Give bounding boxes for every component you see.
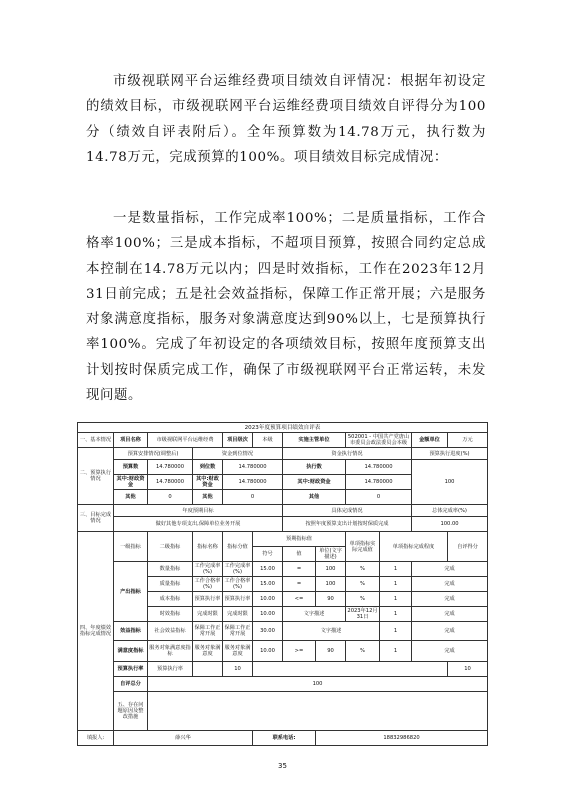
project-name-label: 项目名称 bbox=[114, 433, 148, 448]
page-number: 35 bbox=[278, 762, 287, 770]
goal-expected-value: 做好其他专项支出,保障单位业务开展 bbox=[114, 517, 283, 532]
perf-cell: 90 bbox=[316, 641, 346, 662]
perf-cell: 15.00 bbox=[253, 577, 283, 592]
budget-cell: 其他 bbox=[114, 490, 148, 505]
perf-cell: 保障工作正常开展 bbox=[223, 622, 253, 641]
dept-label: 实施主管单位 bbox=[283, 433, 346, 448]
budget-cell: 到位数 bbox=[193, 460, 223, 475]
perf-subheader: 单位(文字描述) bbox=[316, 547, 346, 562]
perf-cell: 完成时限 bbox=[223, 607, 253, 622]
perf-cell: 完成 bbox=[412, 607, 488, 622]
perf-cell: 保障工作正常开展 bbox=[193, 622, 223, 641]
perf-header: 二级指标 bbox=[148, 532, 193, 562]
perf-cell: 完成 bbox=[412, 562, 488, 577]
phone-label: 联系电话: bbox=[253, 731, 316, 746]
perf-cell: 1 bbox=[380, 577, 412, 592]
table-title: 2023年度预算项目绩效自评表 bbox=[78, 423, 488, 433]
indicator-paragraph: 一是数量指标，工作完成率100%；二是质量指标，工作合格率100%；三是成本指标，不超项目预算，按照合同约定总成本控制在14.78万元以内；四是时效指标，工作在2023年12月31日前完成；五是社会效益指标，保障工作正常开展；六是服务对象满意度指标，服务对象满意度达到90%以上，七是预算执行率100%。完成了年初设定的各项绩效目标，按照年度预算支出计划按时保质完成工作，确保了市级视联网平台正常运转，未发现问题。 bbox=[86, 211, 486, 404]
perf-cell: 服务对象满意度 bbox=[223, 641, 253, 662]
budget-cell: 14.780000 bbox=[148, 460, 193, 475]
section-basic-label: 一、基本情况 bbox=[78, 433, 114, 448]
perf-cell: 满意度指标 bbox=[114, 641, 148, 662]
perf-cell: 15.00 bbox=[253, 562, 283, 577]
budget-cell: 14.780000 bbox=[223, 460, 283, 475]
perf-cell: 成本指标 bbox=[148, 592, 193, 607]
dept-value: 502001 - 中国共产党唐山市委员会政法委员会本级 bbox=[346, 433, 412, 448]
perf-cell: 时效指标 bbox=[148, 607, 193, 622]
perf-cell: = bbox=[283, 577, 316, 592]
perf-cell: % bbox=[346, 577, 380, 592]
perf-header: 指标分值 bbox=[223, 532, 253, 562]
perf-cell: 10.00 bbox=[253, 592, 283, 607]
budget-cell: 执行数 bbox=[283, 460, 346, 475]
phone-value: 18832986820 bbox=[316, 731, 488, 746]
perf-cell: 10 bbox=[448, 662, 488, 677]
budget-cell: 0 bbox=[223, 490, 283, 505]
perf-header: 自评得分 bbox=[448, 532, 488, 562]
perf-cell: 服务对象满意度 bbox=[193, 641, 223, 662]
perf-cell: % bbox=[346, 641, 380, 662]
perf-cell: 效益指标 bbox=[114, 622, 148, 641]
perf-cell: 工作合格率(%) bbox=[223, 577, 253, 592]
budget-progress-value: 100 bbox=[412, 460, 488, 505]
perf-cell: 预算执行率 bbox=[193, 592, 223, 607]
perf-cell: 10.00 bbox=[253, 607, 283, 622]
perf-cell: 文字描述 bbox=[283, 607, 346, 622]
perf-cell: 10 bbox=[223, 662, 253, 677]
perf-cell: 1 bbox=[380, 607, 412, 622]
goal-header-rate: 总体完成率(%) bbox=[412, 505, 488, 517]
perf-cell: 产出指标 bbox=[114, 562, 148, 622]
perf-cell: 服务对象满意度指标 bbox=[148, 641, 193, 662]
budget-cell: 其中:财政资金 bbox=[114, 475, 148, 490]
unit-value: 万元 bbox=[448, 433, 488, 448]
perf-header: 单项指标完成程度 bbox=[380, 532, 448, 562]
issues-value bbox=[148, 692, 488, 731]
perf-cell: 数量指标 bbox=[148, 562, 193, 577]
perf-cell: 100 bbox=[316, 577, 346, 592]
perf-cell: 完成 bbox=[412, 592, 488, 607]
section-goal-label: 三、目标完成情况 bbox=[78, 505, 114, 532]
budget-header-arrival: 资金到位情况 bbox=[193, 448, 283, 460]
perf-cell: 工作完成率(%) bbox=[223, 562, 253, 577]
project-level-value: 本级 bbox=[253, 433, 283, 448]
perf-header: 一级指标 bbox=[114, 532, 148, 562]
perf-cell: >= bbox=[283, 641, 316, 662]
perf-cell: 工作合格率(%) bbox=[193, 577, 223, 592]
perf-cell: 社会效益指标 bbox=[148, 622, 193, 641]
section-issues-label: 五、存在问题原因及整改措施 bbox=[114, 692, 148, 731]
filler-value: 薛兴华 bbox=[114, 731, 253, 746]
perf-cell: 完成时限 bbox=[193, 607, 223, 622]
perf-cell: 完成 bbox=[412, 622, 488, 641]
intro-paragraph: 市级视联网平台运维经费项目绩效自评情况：根据年初设定的绩效目标，市级视联网平台运维经费项目绩效自评得分为100分（绩效自评表附后）。全年预算数为14.78万元，执行数为14.78万元，完成预算的100%。项目绩效目标完成情况： bbox=[86, 74, 486, 165]
perf-header: 指标名称 bbox=[193, 532, 223, 562]
perf-cell: % bbox=[346, 562, 380, 577]
total-score-label: 自评总分 bbox=[114, 677, 148, 692]
perf-cell: % bbox=[346, 592, 380, 607]
perf-cell: 预算执行率 bbox=[223, 592, 253, 607]
perf-cell: 完成 bbox=[412, 641, 488, 662]
budget-header-execution: 资金执行情况 bbox=[283, 448, 412, 460]
perf-cell: 1 bbox=[380, 622, 412, 641]
goal-header-expected: 年度预期目标 bbox=[114, 505, 283, 517]
perf-subheader: 符号 bbox=[253, 547, 283, 562]
perf-cell: 文字描述 bbox=[283, 622, 380, 641]
budget-cell: 其他 bbox=[193, 490, 223, 505]
budget-cell: 预算数 bbox=[114, 460, 148, 475]
budget-cell: 0 bbox=[346, 490, 412, 505]
budget-cell: 0 bbox=[148, 490, 193, 505]
perf-cell: 2023年12月31日 bbox=[347, 608, 378, 620]
perf-cell: 1 bbox=[380, 641, 412, 662]
perf-cell: 90 bbox=[316, 592, 346, 607]
budget-header-plan: 预算安排情况(调整后) bbox=[114, 448, 193, 460]
perf-subheader: 值 bbox=[283, 547, 316, 562]
perf-cell: 完成 bbox=[412, 577, 488, 592]
perf-cell: 工作完成率(%) bbox=[193, 562, 223, 577]
perf-cell: 预算执行率 bbox=[148, 662, 193, 677]
goal-rate-value: 100.00 bbox=[412, 517, 488, 532]
perf-cell: = bbox=[283, 562, 316, 577]
unit-label: 金额单位 bbox=[412, 433, 448, 448]
project-level-label: 项目级次 bbox=[223, 433, 253, 448]
section-budget-label: 二、预算执行情况 bbox=[78, 448, 114, 505]
goal-header-actual: 具体完成情况 bbox=[283, 505, 412, 517]
budget-cell: 14.780000 bbox=[223, 475, 283, 490]
filler-label: 填报人: bbox=[78, 731, 114, 746]
perf-cell bbox=[253, 662, 448, 677]
perf-cell bbox=[193, 662, 223, 677]
perf-cell: 质量指标 bbox=[148, 577, 193, 592]
perf-cell: 1 bbox=[380, 592, 412, 607]
performance-evaluation-table bbox=[77, 422, 488, 746]
perf-header: 预期指标值 bbox=[253, 532, 346, 547]
budget-cell: 14.780000 bbox=[346, 475, 412, 490]
project-name-value: 市级视联网平台运维经费 bbox=[148, 433, 223, 448]
perf-cell: <= bbox=[283, 592, 316, 607]
section-perf-label: 四、年度绩效指标完成情况 bbox=[78, 532, 114, 731]
perf-header: 单项指标实际完成值 bbox=[346, 532, 380, 562]
budget-cell: 其他 bbox=[283, 490, 346, 505]
perf-cell: 10.00 bbox=[253, 641, 283, 662]
perf-cell: 100 bbox=[316, 562, 346, 577]
budget-cell: 14.780000 bbox=[346, 460, 412, 475]
budget-cell: 其中:财政资金 bbox=[283, 475, 346, 490]
budget-cell: 其中:财政资金 bbox=[193, 475, 223, 490]
budget-cell: 14.780000 bbox=[148, 475, 193, 490]
perf-cell: 30.00 bbox=[253, 622, 283, 641]
perf-cell: 1 bbox=[380, 562, 412, 577]
budget-header-progress: 预算执行进度(%) bbox=[412, 448, 488, 460]
goal-actual-value: 按照年度预算支出计划按时保质完成 bbox=[283, 517, 412, 532]
total-score-value: 100 bbox=[148, 677, 488, 692]
perf-cell: 预算执行率 bbox=[114, 662, 148, 677]
